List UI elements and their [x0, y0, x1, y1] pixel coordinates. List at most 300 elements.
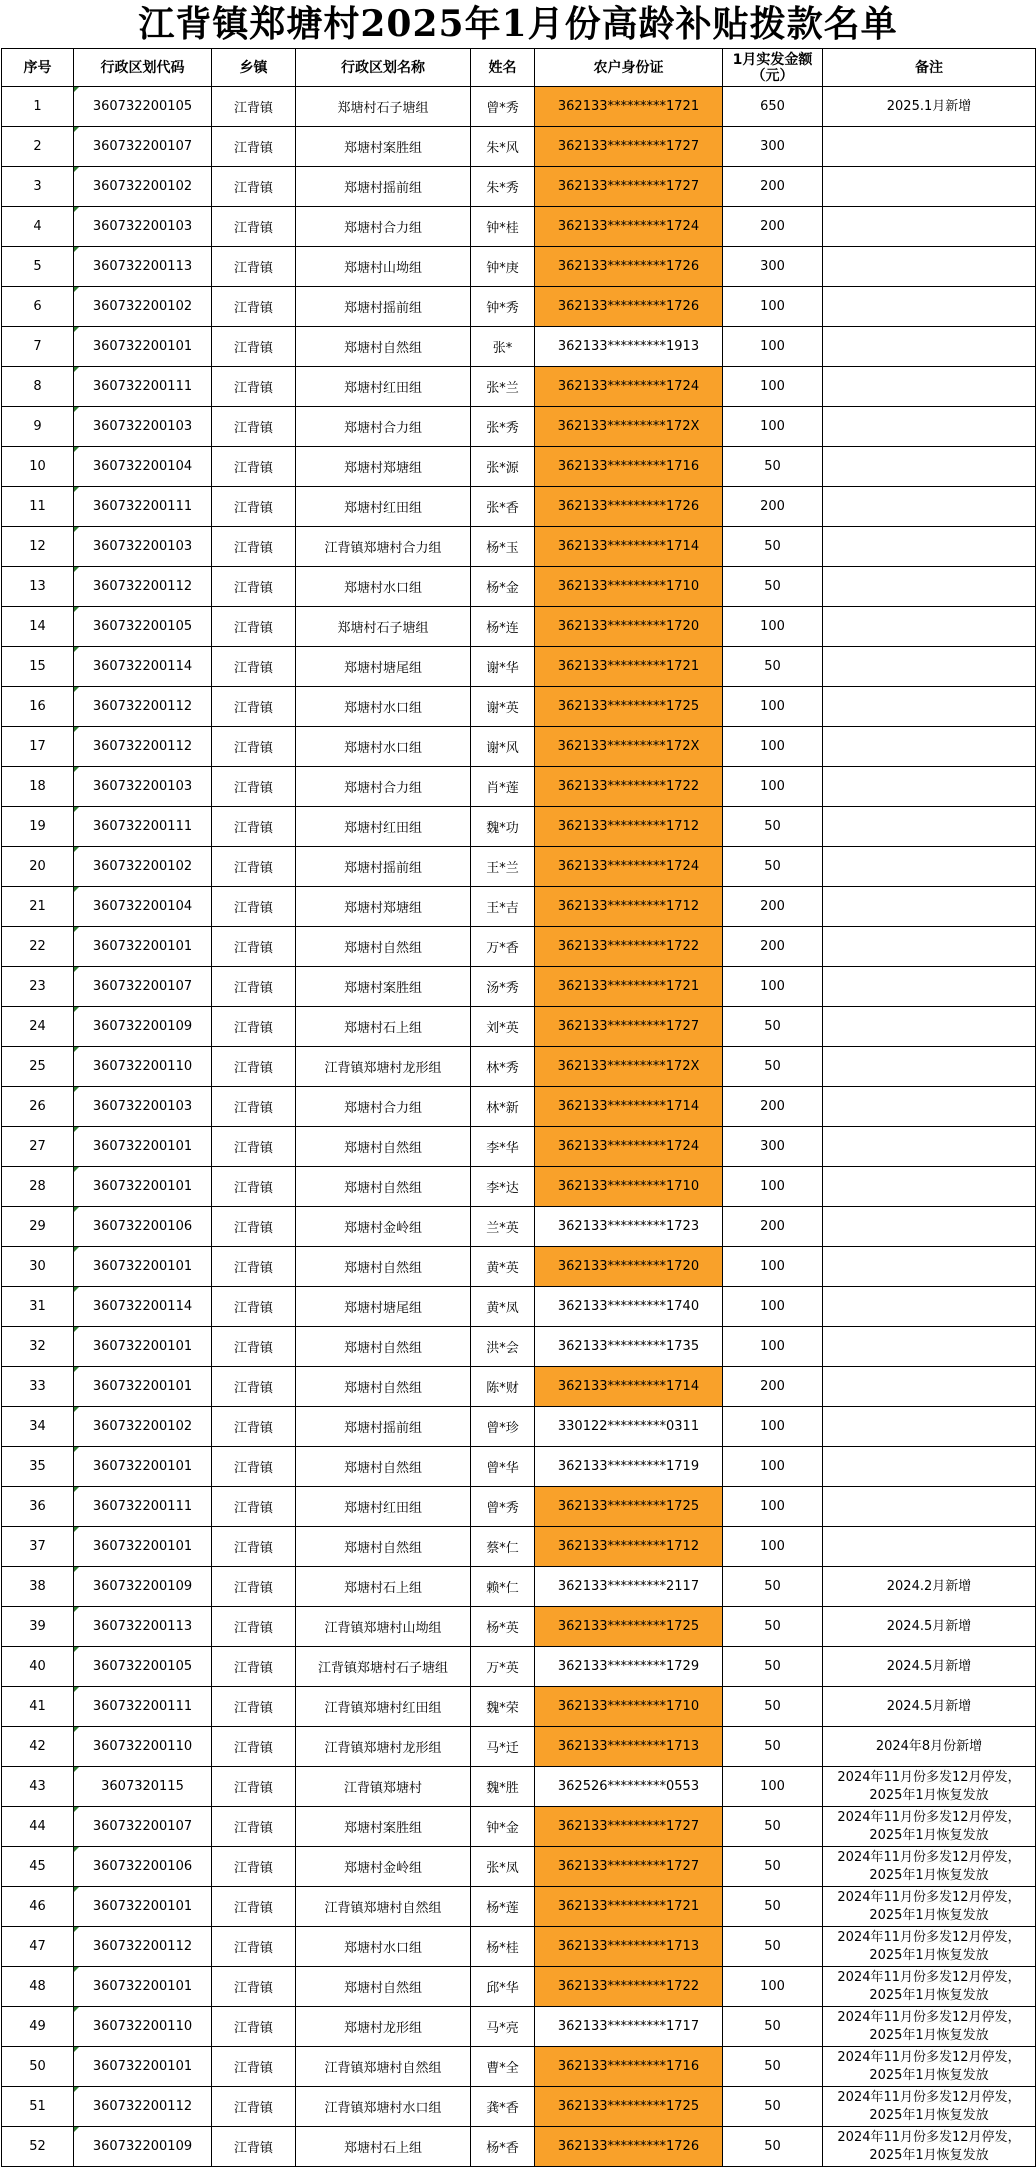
document-title: 江背镇郑塘村2025年1月份高龄补贴拨款名单 [138, 3, 898, 45]
region-name-cell: 郑塘村石子塘组 [296, 87, 471, 127]
region-name-cell: 江背镇郑塘村自然组 [296, 2047, 471, 2087]
id-number-cell: 362133*********1725 [535, 1607, 723, 1647]
region-name-cell: 郑塘村山坳组 [296, 247, 471, 287]
table-row [2, 327, 1036, 367]
table-row [2, 1447, 1036, 1487]
table-row [2, 87, 1036, 127]
region-code-cell: 360732200105 [74, 1647, 212, 1687]
id-number-cell: 362133*********1727 [535, 1807, 723, 1847]
name-cell: 林*新 [471, 1087, 535, 1127]
region-name-cell: 郑塘村自然组 [296, 1167, 471, 1207]
id-number-cell: 362133*********1726 [535, 487, 723, 527]
remark-cell: 2024年11月份多发12月停发，2025年1月恢复发放 [823, 2007, 1036, 2047]
name-cell: 张*凤 [471, 1847, 535, 1887]
township-cell: 江背镇 [212, 2047, 296, 2087]
id-number-cell: 362133*********1725 [535, 687, 723, 727]
header-row [2, 49, 1036, 87]
region-name-cell: 郑塘村塘尾组 [296, 1287, 471, 1327]
region-name-cell: 郑塘村摇前组 [296, 847, 471, 887]
amount-cell: 200 [723, 1367, 823, 1407]
header-cell: 1月实发金额（元） [723, 49, 823, 87]
township-cell: 江背镇 [212, 1727, 296, 1767]
id-number-cell: 362133*********1722 [535, 767, 723, 807]
region-code-cell: 360732200112 [74, 1927, 212, 1967]
name-cell: 魏*胜 [471, 1767, 535, 1807]
header-cell: 备注 [823, 49, 1036, 87]
id-number-cell: 362526*********0553 [535, 1767, 723, 1807]
remark-cell [823, 807, 1036, 847]
region-name-cell: 郑塘村金岭组 [296, 1847, 471, 1887]
id-number-cell: 362133*********1720 [535, 1247, 723, 1287]
region-name-cell: 郑塘村自然组 [296, 1127, 471, 1167]
region-code-cell: 360732200111 [74, 1687, 212, 1727]
id-number-cell: 362133*********1724 [535, 847, 723, 887]
name-cell: 曾*华 [471, 1447, 535, 1487]
table-row [2, 1487, 1036, 1527]
region-code-cell: 360732200104 [74, 887, 212, 927]
region-code-cell: 360732200101 [74, 1367, 212, 1407]
serial-cell: 45 [2, 1847, 74, 1887]
region-code-cell: 360732200101 [74, 1247, 212, 1287]
region-name-cell: 郑塘村自然组 [296, 1327, 471, 1367]
table-row [2, 1767, 1036, 1807]
amount-cell: 100 [723, 1287, 823, 1327]
region-code-cell: 360732200106 [74, 1847, 212, 1887]
id-number-cell: 362133*********172X [535, 1047, 723, 1087]
table-row [2, 1527, 1036, 1567]
region-code-cell: 360732200111 [74, 807, 212, 847]
serial-cell: 21 [2, 887, 74, 927]
remark-cell [823, 687, 1036, 727]
remark-cell [823, 327, 1036, 367]
table-row [2, 1687, 1036, 1727]
id-number-cell: 362133*********1726 [535, 2127, 723, 2167]
region-code-cell: 360732200105 [74, 87, 212, 127]
table-row [2, 767, 1036, 807]
id-number-cell: 362133*********1717 [535, 2007, 723, 2047]
amount-cell: 50 [723, 567, 823, 607]
table-row [2, 487, 1036, 527]
remark-cell [823, 1127, 1036, 1167]
region-code-cell: 3607320115 [74, 1767, 212, 1807]
township-cell: 江背镇 [212, 767, 296, 807]
id-number-cell: 362133*********1723 [535, 1207, 723, 1247]
region-code-cell: 360732200103 [74, 1087, 212, 1127]
subsidy-table [1, 48, 1036, 2167]
amount-cell: 100 [723, 1967, 823, 2007]
id-number-cell: 362133*********1726 [535, 247, 723, 287]
serial-cell: 36 [2, 1487, 74, 1527]
amount-cell: 50 [723, 1007, 823, 1047]
table-row [2, 2087, 1036, 2127]
township-cell: 江背镇 [212, 1687, 296, 1727]
amount-cell: 100 [723, 407, 823, 447]
name-cell: 林*秀 [471, 1047, 535, 1087]
remark-cell [823, 1407, 1036, 1447]
table-row [2, 847, 1036, 887]
table-row [2, 1327, 1036, 1367]
township-cell: 江背镇 [212, 1447, 296, 1487]
amount-cell: 50 [723, 647, 823, 687]
township-cell: 江背镇 [212, 527, 296, 567]
township-cell: 江背镇 [212, 1887, 296, 1927]
id-number-cell: 330122*********0311 [535, 1407, 723, 1447]
remark-cell [823, 1007, 1036, 1047]
table-row [2, 1087, 1036, 1127]
region-name-cell: 郑塘村塘尾组 [296, 647, 471, 687]
name-cell: 张* [471, 327, 535, 367]
serial-cell: 9 [2, 407, 74, 447]
name-cell: 朱*风 [471, 127, 535, 167]
name-cell: 兰*英 [471, 1207, 535, 1247]
township-cell: 江背镇 [212, 2127, 296, 2167]
amount-cell: 50 [723, 2047, 823, 2087]
amount-cell: 50 [723, 1607, 823, 1647]
region-name-cell: 郑塘村郑塘组 [296, 887, 471, 927]
id-number-cell: 362133*********1724 [535, 1127, 723, 1167]
amount-cell: 50 [723, 527, 823, 567]
remark-cell [823, 767, 1036, 807]
id-number-cell: 362133*********1727 [535, 127, 723, 167]
remark-cell: 2024年8月份新增 [823, 1727, 1036, 1767]
serial-cell: 34 [2, 1407, 74, 1447]
serial-cell: 5 [2, 247, 74, 287]
name-cell: 魏*荣 [471, 1687, 535, 1727]
name-cell: 汤*秀 [471, 967, 535, 1007]
township-cell: 江背镇 [212, 1127, 296, 1167]
amount-cell: 100 [723, 1327, 823, 1367]
region-code-cell: 360732200107 [74, 1807, 212, 1847]
region-code-cell: 360732200112 [74, 687, 212, 727]
id-number-cell: 362133*********1725 [535, 1487, 723, 1527]
table-row [2, 2127, 1036, 2167]
remark-cell: 2024.5月新增 [823, 1607, 1036, 1647]
region-name-cell: 江背镇郑塘村龙形组 [296, 1727, 471, 1767]
name-cell: 曾*珍 [471, 1407, 535, 1447]
region-code-cell: 360732200112 [74, 567, 212, 607]
region-name-cell: 郑塘村红田组 [296, 487, 471, 527]
serial-cell: 32 [2, 1327, 74, 1367]
township-cell: 江背镇 [212, 367, 296, 407]
remark-cell [823, 247, 1036, 287]
id-number-cell: 362133*********172X [535, 727, 723, 767]
table-row [2, 1607, 1036, 1647]
region-name-cell: 郑塘村石上组 [296, 1007, 471, 1047]
region-code-cell: 360732200107 [74, 127, 212, 167]
id-number-cell: 362133*********1713 [535, 1727, 723, 1767]
amount-cell: 650 [723, 87, 823, 127]
township-cell: 江背镇 [212, 447, 296, 487]
table-row [2, 447, 1036, 487]
header-cell: 序号 [2, 49, 74, 87]
remark-cell [823, 927, 1036, 967]
region-name-cell: 郑塘村红田组 [296, 807, 471, 847]
amount-cell: 50 [723, 2007, 823, 2047]
serial-cell: 46 [2, 1887, 74, 1927]
serial-cell: 12 [2, 527, 74, 567]
region-name-cell: 江背镇郑塘村自然组 [296, 1887, 471, 1927]
serial-cell: 3 [2, 167, 74, 207]
name-cell: 钟*秀 [471, 287, 535, 327]
serial-cell: 37 [2, 1527, 74, 1567]
amount-cell: 200 [723, 927, 823, 967]
region-code-cell: 360732200103 [74, 527, 212, 567]
name-cell: 杨*香 [471, 2127, 535, 2167]
township-cell: 江背镇 [212, 1327, 296, 1367]
township-cell: 江背镇 [212, 1407, 296, 1447]
remark-cell: 2024年11月份多发12月停发，2025年1月恢复发放 [823, 1887, 1036, 1927]
name-cell: 李*华 [471, 1127, 535, 1167]
region-name-cell: 郑塘村自然组 [296, 327, 471, 367]
name-cell: 杨*玉 [471, 527, 535, 567]
amount-cell: 50 [723, 847, 823, 887]
amount-cell: 100 [723, 967, 823, 1007]
id-number-cell: 362133*********2117 [535, 1567, 723, 1607]
township-cell: 江背镇 [212, 1527, 296, 1567]
amount-cell: 100 [723, 287, 823, 327]
amount-cell: 200 [723, 887, 823, 927]
amount-cell: 100 [723, 1407, 823, 1447]
serial-cell: 51 [2, 2087, 74, 2127]
region-name-cell: 郑塘村水口组 [296, 1927, 471, 1967]
name-cell: 杨*英 [471, 1607, 535, 1647]
remark-cell [823, 1367, 1036, 1407]
amount-cell: 100 [723, 687, 823, 727]
region-name-cell: 江背镇郑塘村合力组 [296, 527, 471, 567]
table-row [2, 927, 1036, 967]
amount-cell: 100 [723, 1447, 823, 1487]
township-cell: 江背镇 [212, 1807, 296, 1847]
id-number-cell: 362133*********1727 [535, 1007, 723, 1047]
serial-cell: 17 [2, 727, 74, 767]
township-cell: 江背镇 [212, 1647, 296, 1687]
name-cell: 钟*庚 [471, 247, 535, 287]
serial-cell: 16 [2, 687, 74, 727]
remark-cell [823, 287, 1036, 327]
amount-cell: 100 [723, 767, 823, 807]
township-cell: 江背镇 [212, 1767, 296, 1807]
table-row [2, 1047, 1036, 1087]
id-number-cell: 362133*********1712 [535, 807, 723, 847]
serial-cell: 24 [2, 1007, 74, 1047]
amount-cell: 100 [723, 1527, 823, 1567]
remark-cell: 2024年11月份多发12月停发，2025年1月恢复发放 [823, 1967, 1036, 2007]
township-cell: 江背镇 [212, 1487, 296, 1527]
remark-cell: 2024年11月份多发12月停发，2025年1月恢复发放 [823, 1927, 1036, 1967]
amount-cell: 100 [723, 1247, 823, 1287]
township-cell: 江背镇 [212, 647, 296, 687]
amount-cell: 50 [723, 1687, 823, 1727]
region-code-cell: 360732200113 [74, 1607, 212, 1647]
region-name-cell: 江背镇郑塘村龙形组 [296, 1047, 471, 1087]
region-code-cell: 360732200109 [74, 2127, 212, 2167]
region-code-cell: 360732200102 [74, 847, 212, 887]
township-cell: 江背镇 [212, 927, 296, 967]
serial-cell: 47 [2, 1927, 74, 1967]
table-row [2, 1847, 1036, 1887]
name-cell: 陈*财 [471, 1367, 535, 1407]
name-cell: 李*达 [471, 1167, 535, 1207]
township-cell: 江背镇 [212, 327, 296, 367]
table-row [2, 1127, 1036, 1167]
serial-cell: 19 [2, 807, 74, 847]
id-number-cell: 362133*********1721 [535, 967, 723, 1007]
region-code-cell: 360732200113 [74, 247, 212, 287]
table-row [2, 727, 1036, 767]
region-code-cell: 360732200114 [74, 647, 212, 687]
amount-cell: 50 [723, 447, 823, 487]
name-cell: 万*香 [471, 927, 535, 967]
region-name-cell: 郑塘村自然组 [296, 1367, 471, 1407]
serial-cell: 1 [2, 87, 74, 127]
region-name-cell: 郑塘村合力组 [296, 207, 471, 247]
amount-cell: 200 [723, 1207, 823, 1247]
township-cell: 江背镇 [212, 887, 296, 927]
table-row [2, 167, 1036, 207]
amount-cell: 100 [723, 1767, 823, 1807]
id-number-cell: 362133*********1727 [535, 1847, 723, 1887]
amount-cell: 100 [723, 327, 823, 367]
id-number-cell: 362133*********1729 [535, 1647, 723, 1687]
serial-cell: 22 [2, 927, 74, 967]
name-cell: 曾*秀 [471, 1487, 535, 1527]
name-cell: 马*亮 [471, 2007, 535, 2047]
region-name-cell: 郑塘村自然组 [296, 1247, 471, 1287]
id-number-cell: 362133*********1735 [535, 1327, 723, 1367]
township-cell: 江背镇 [212, 807, 296, 847]
header-cell: 行政区划代码 [74, 49, 212, 87]
region-code-cell: 360732200101 [74, 1447, 212, 1487]
id-number-cell: 362133*********1720 [535, 607, 723, 647]
table-row [2, 607, 1036, 647]
region-name-cell: 郑塘村合力组 [296, 767, 471, 807]
region-name-cell: 郑塘村水口组 [296, 727, 471, 767]
region-code-cell: 360732200112 [74, 727, 212, 767]
table-row [2, 647, 1036, 687]
serial-cell: 4 [2, 207, 74, 247]
remark-cell: 2024.5月新增 [823, 1687, 1036, 1727]
amount-cell: 100 [723, 607, 823, 647]
serial-cell: 31 [2, 1287, 74, 1327]
remark-cell [823, 447, 1036, 487]
township-cell: 江背镇 [212, 727, 296, 767]
remark-cell [823, 647, 1036, 687]
region-name-cell: 郑塘村水口组 [296, 687, 471, 727]
region-code-cell: 360732200101 [74, 1327, 212, 1367]
remark-cell [823, 1327, 1036, 1367]
township-cell: 江背镇 [212, 687, 296, 727]
remark-cell: 2024.5月新增 [823, 1647, 1036, 1687]
township-cell: 江背镇 [212, 607, 296, 647]
table-row [2, 247, 1036, 287]
region-name-cell: 郑塘村自然组 [296, 1447, 471, 1487]
remark-cell [823, 1287, 1036, 1327]
region-name-cell: 郑塘村摇前组 [296, 287, 471, 327]
serial-cell: 14 [2, 607, 74, 647]
name-cell: 万*英 [471, 1647, 535, 1687]
id-number-cell: 362133*********1913 [535, 327, 723, 367]
amount-cell: 50 [723, 1647, 823, 1687]
region-code-cell: 360732200101 [74, 1527, 212, 1567]
name-cell: 魏*功 [471, 807, 535, 847]
name-cell: 钟*金 [471, 1807, 535, 1847]
region-code-cell: 360732200103 [74, 407, 212, 447]
remark-cell: 2024年11月份多发12月停发，2025年1月恢复发放 [823, 1807, 1036, 1847]
region-code-cell: 360732200110 [74, 2007, 212, 2047]
remark-cell [823, 847, 1036, 887]
region-name-cell: 郑塘村案胜组 [296, 127, 471, 167]
name-cell: 钟*桂 [471, 207, 535, 247]
id-number-cell: 362133*********1721 [535, 87, 723, 127]
name-cell: 黄*英 [471, 1247, 535, 1287]
township-cell: 江背镇 [212, 1167, 296, 1207]
serial-cell: 52 [2, 2127, 74, 2167]
region-code-cell: 360732200101 [74, 327, 212, 367]
remark-cell [823, 607, 1036, 647]
serial-cell: 41 [2, 1687, 74, 1727]
region-name-cell: 江背镇郑塘村红田组 [296, 1687, 471, 1727]
region-code-cell: 360732200112 [74, 2087, 212, 2127]
remark-cell [823, 1167, 1036, 1207]
id-number-cell: 362133*********1710 [535, 1167, 723, 1207]
serial-cell: 30 [2, 1247, 74, 1287]
id-number-cell: 362133*********1714 [535, 527, 723, 567]
remark-cell: 2024.2月新增 [823, 1567, 1036, 1607]
name-cell: 张*香 [471, 487, 535, 527]
name-cell: 赖*仁 [471, 1567, 535, 1607]
id-number-cell: 362133*********1721 [535, 647, 723, 687]
table-row [2, 1407, 1036, 1447]
region-name-cell: 郑塘村郑塘组 [296, 447, 471, 487]
id-number-cell: 362133*********1712 [535, 1527, 723, 1567]
serial-cell: 7 [2, 327, 74, 367]
amount-cell: 300 [723, 1127, 823, 1167]
table-body [2, 87, 1036, 2167]
amount-cell: 50 [723, 807, 823, 847]
name-cell: 王*吉 [471, 887, 535, 927]
remark-cell: 2024年11月份多发12月停发，2025年1月恢复发放 [823, 1767, 1036, 1807]
name-cell: 蔡*仁 [471, 1527, 535, 1567]
township-cell: 江背镇 [212, 2007, 296, 2047]
amount-cell: 200 [723, 207, 823, 247]
serial-cell: 18 [2, 767, 74, 807]
region-code-cell: 360732200101 [74, 1167, 212, 1207]
serial-cell: 48 [2, 1967, 74, 2007]
township-cell: 江背镇 [212, 1927, 296, 1967]
table-row [2, 1567, 1036, 1607]
id-number-cell: 362133*********1721 [535, 1887, 723, 1927]
id-number-cell: 362133*********1719 [535, 1447, 723, 1487]
remark-cell [823, 1047, 1036, 1087]
table-row [2, 1167, 1036, 1207]
township-cell: 江背镇 [212, 1847, 296, 1887]
amount-cell: 50 [723, 1807, 823, 1847]
township-cell: 江背镇 [212, 127, 296, 167]
region-name-cell: 江背镇郑塘村 [296, 1767, 471, 1807]
id-number-cell: 362133*********1726 [535, 287, 723, 327]
name-cell: 杨*莲 [471, 1887, 535, 1927]
table-row [2, 2047, 1036, 2087]
remark-cell [823, 1447, 1036, 1487]
table-row [2, 287, 1036, 327]
region-code-cell: 360732200105 [74, 607, 212, 647]
region-name-cell: 郑塘村合力组 [296, 1087, 471, 1127]
table-row [2, 1927, 1036, 1967]
name-cell: 张*兰 [471, 367, 535, 407]
region-name-cell: 江背镇郑塘村山坳组 [296, 1607, 471, 1647]
table-row [2, 1887, 1036, 1927]
id-number-cell: 362133*********1740 [535, 1287, 723, 1327]
